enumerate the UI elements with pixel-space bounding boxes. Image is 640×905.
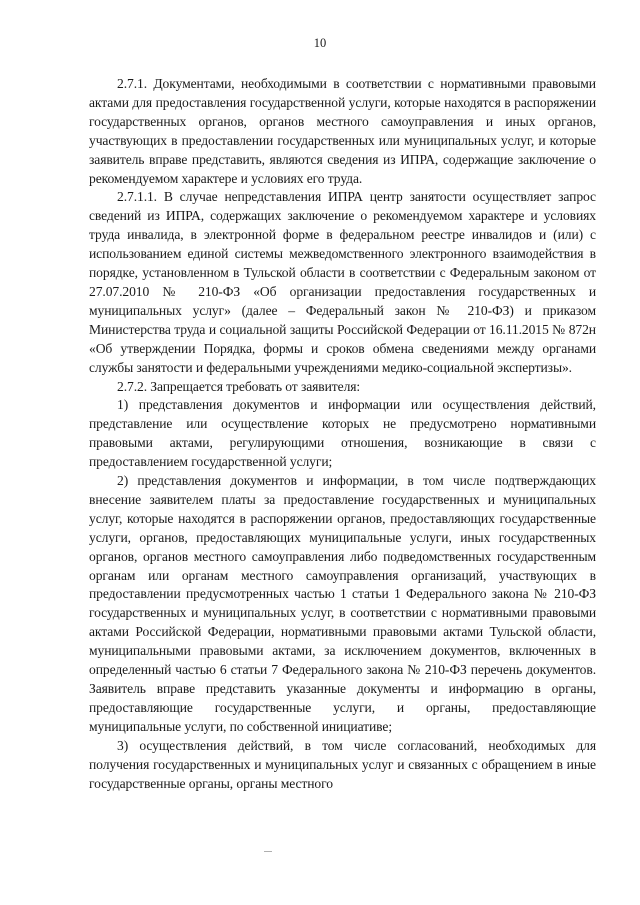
list-item-1: 1) представления документов и информации или осуществления действий, представление или осуществление которых не предусмотрено нормативными правовыми актами, регулирующими отношения, возникающие в связи с предоставлением государственной услуги; [89, 397, 596, 470]
paragraph-2-7-1: 2.7.1. Документами, необходимыми в соответствии с нормативными правовыми актами для предоставления государственной услуги, которые находятся в распоряжении государственных органов, органов местного самоуправления и иных органов, участвующих в предоставлении государственных или муниципальных услуг, и которые заявитель вправе представить, являются сведения из ИПРА, содержащие заключение о рекомендуемом характере и условиях его труда. [89, 76, 596, 186]
page-number: 10 [313, 36, 327, 50]
list-item-2: 2) представления документов и информации, в том числе подтверждающих внесение заявителем платы за предоставление государственных и муниципальных услуг, которые находятся в распоряжении органов, предоставляющих государственные услуги, органов, предоставляющих муниципальные услуги, иных государственных органов, органов местного самоуправления либо подведомственных государственным органам или органам местного самоуправления организаций, участвующих в предоставлении предусмотренных частью 1 статьи 1 Федерального закона № 210-ФЗ государственных и муниципальных услуг, в соответствии с нормативными правовыми актами Российской Федерации, нормативными правовыми актами Тульской области, муниципальными правовыми актами, за исключением документов, включенных в определенный частью 6 статьи 7 Федерального закона № 210-ФЗ перечень документов. Заявитель вправе представить указанные документы и информацию в органы, предоставляющие государственные услуги, и органы, предоставляющие муниципальные услуги, по собственной инициативе; [89, 473, 596, 734]
paragraph-2-7-1-1: 2.7.1.1. В случае непредставления ИПРА центр занятости осуществляет запрос сведений из ИПРА, содержащих заключение о рекомендуемом характере и условиях труда инвалида, в электронной форме в федеральном реестре инвалидов и (или) с использованием единой системы межведомственного электронного взаимодействия в порядке, установленном в Тульской области в соответствии с Федеральным законом от 27.07.2010 № 210-ФЗ «Об организации предоставления государственных и муниципальных услуг» (далее – Федеральный закон № 210-ФЗ) и приказом Министерства труда и социальной защиты Российской Федерации от 16.11.2015 № 872н «Об утверждении Порядка, формы и сроков обмена сведениями между органами службы занятости и федеральными учреждениями медико-социальной экспертизы». [89, 189, 596, 375]
scan-mark [264, 851, 272, 855]
list-item-3: 3) осуществления действий, в том числе согласований, необходимых для получения государственных и муниципальных услуг и связанных с обращением в иные государственные органы, органы местного [89, 737, 596, 791]
document-body [89, 75, 596, 793]
paragraph-2-7-2: 2.7.2. Запрещается требовать от заявителя: [117, 378, 361, 394]
